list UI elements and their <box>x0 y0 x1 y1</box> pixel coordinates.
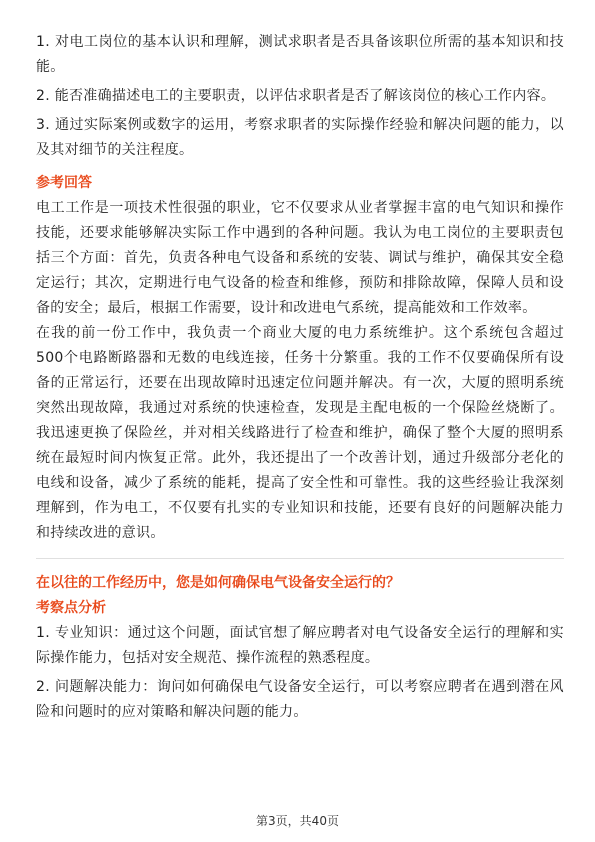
document-page <box>36 30 564 729</box>
answer-heading: 参考回答 <box>36 175 92 191</box>
answer-paragraph: 在我的前一份工作中，我负责一个商业大厦的电力系统维护。这个系统包含超过500个电路断路器和无数的电线连接，任务十分繁重。我的工作不仅要确保所有设备的正常运行，还要在出现故障时迅速定位问题并解决。有一次，大厦的照明系统突然出现故障，我通过对系统的快速检查，发现是主配电板的一个保险丝烧断了。我迅速更换了保险丝，并对相关线路进行了检查和维护，确保了整个大厦的照明系统在最短时间内恢复正常。此外，我还提出了一个改善计划，通过升级部分老化的电线和设备，减少了系统的能耗，提高了安全性和可靠性。我的这些经验让我深刻理解到，作为电工，不仅要有扎实的专业知识和技能，还要有良好的问题解决能力和持续改进的意识。 <box>36 325 564 541</box>
analysis-item: 1. 对电工岗位的基本认识和理解，测试求职者是否具备该职位所需的基本知识和技能。 <box>36 34 564 75</box>
page-number: 第3页，共40页 <box>256 814 339 828</box>
analysis-heading: 考察点分析 <box>36 600 106 616</box>
analysis-item: 2. 问题解决能力：询问如何确保电气设备安全运行，可以考察应聘者在遇到潜在风险和问题时的应对策略和解决问题的能力。 <box>36 679 564 720</box>
analysis-item: 1. 专业知识：通过这个问题，面试官想了解应聘者对电气设备安全运行的理解和实际操作能力，包括对安全规范、操作流程的熟悉程度。 <box>36 625 564 666</box>
analysis-item: 2. 能否准确描述电工的主要职责，以评估求职者是否了解该岗位的核心工作内容。 <box>36 88 556 104</box>
analysis-list <box>36 30 564 163</box>
section-divider <box>36 558 564 559</box>
question-heading: 在以往的工作经历中，您是如何确保电气设备安全运行的？ <box>36 575 400 591</box>
answer-paragraph: 电工工作是一项技术性很强的职业，它不仅要求从业者掌握丰富的电气知识和操作技能，还要求能够解决实际工作中遇到的各种问题。我认为电工岗位的主要职责包括三个方面：首先，负责各种电气设备和系统的安装、调试与维护，确保其安全稳定运行；其次，定期进行电气设备的检查和维修，预防和排除故障，保障人员和设备的安全；最后，根据工作需要，设计和改进电气系统，提高能效和工作效率。 <box>36 200 564 316</box>
analysis-item: 3. 通过实际案例或数字的运用，考察求职者的实际操作经验和解决问题的能力，以及其对细节的关注程度。 <box>36 117 564 158</box>
